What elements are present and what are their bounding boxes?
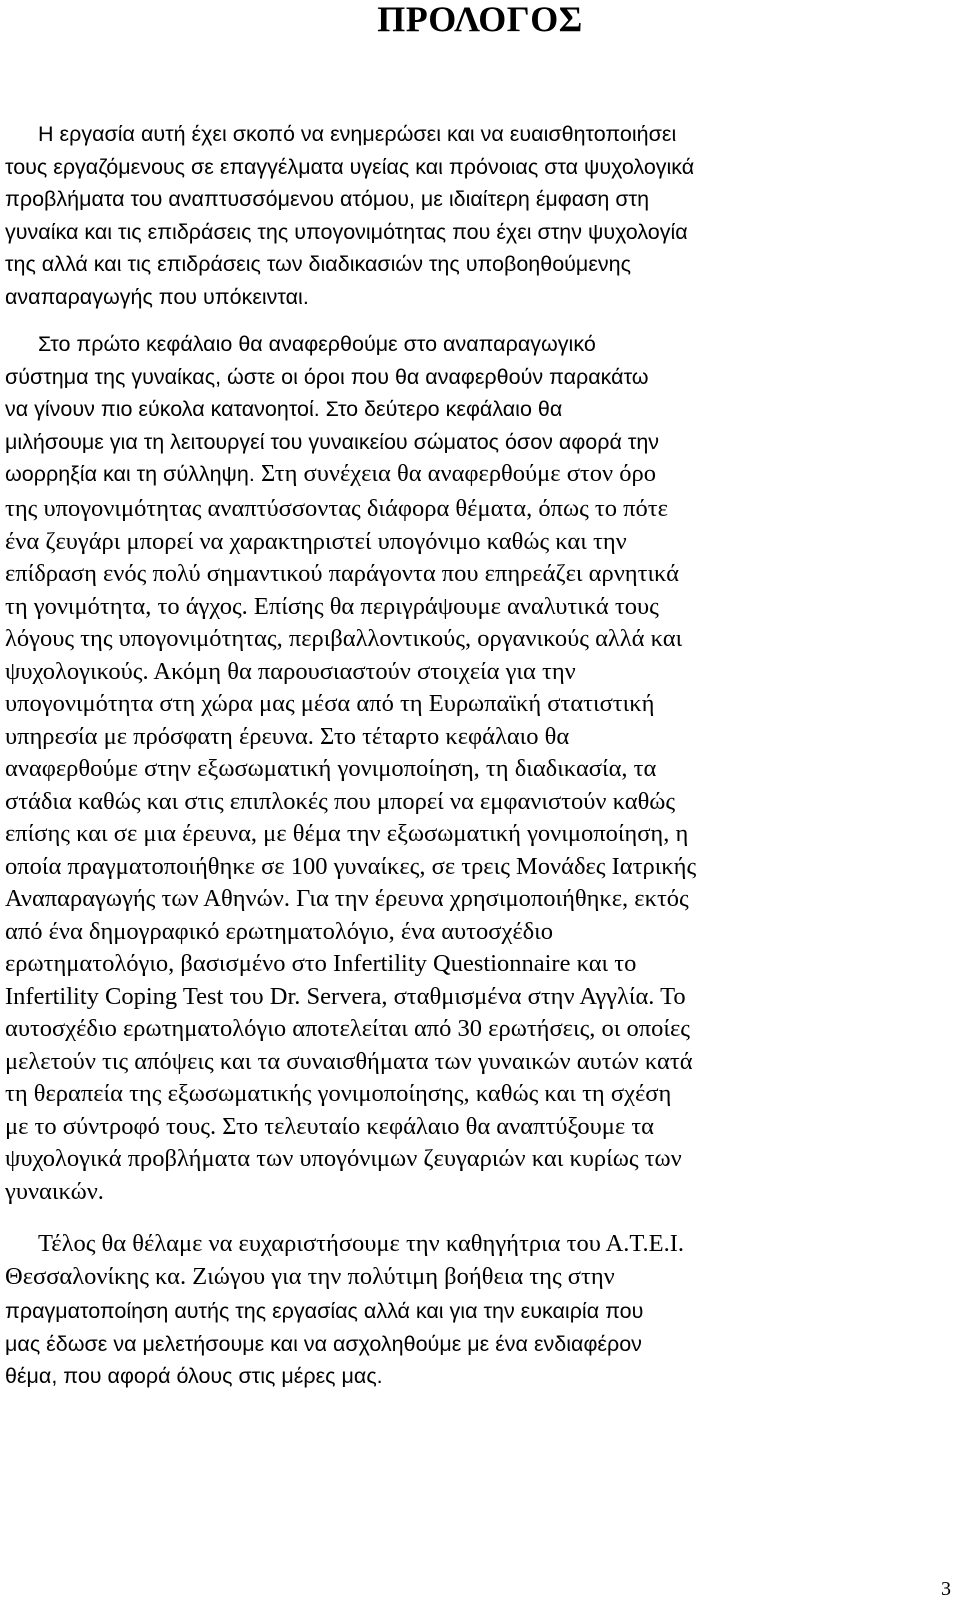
text-line: τους εργαζόμενους σε επαγγέλματα υγείας και πρόνοιας στα ψυχολογικά — [5, 154, 695, 179]
text-line: από ένα δημογραφικό ερωτηματολόγιο, ένα αυτοσχέδιο — [5, 917, 554, 945]
text-line: γυναικών. — [5, 1177, 104, 1205]
text-line-mixed — [5, 458, 845, 491]
text-line: ψυχολογικούς. Ακόμη θα παρουσιαστούν στοιχεία για την — [5, 657, 576, 685]
text-line: σύστημα της γυναίκας, ώστε οι όροι που θα αναφερθούν παρακάτω — [5, 364, 649, 389]
page-title: ΠΡΟΛΟΓΟΣ — [377, 0, 583, 39]
paragraph-intro — [5, 118, 845, 313]
text-line: γυναίκα και τις επιδράσεις της υπογονιμότητας που έχει στην ψυχολογία — [5, 219, 688, 244]
text-line: υπογονιμότητα στη χώρα μας μέσα από τη Ευρωπαϊκή στατιστική — [5, 690, 655, 717]
text-line: θέμα, που αφορά όλους στις μέρες μας. — [5, 1364, 383, 1388]
text-line: Τέλος θα θέλαμε να ευχαριστήσουμε την καθηγήτρια του Α.Τ.Ε.Ι. — [38, 1230, 685, 1257]
text-line: ένα ζευγάρι μπορεί να χαρακτηριστεί υπογόνιμο καθώς και την — [5, 527, 627, 555]
text-line: με το σύντροφό τους. Στο τελευταίο κεφάλαιο θα αναπτύξουμε τα — [5, 1112, 655, 1140]
text-line: ψυχολογικά προβλήματα των υπογόνιμων ζευγαριών και κυρίως των — [5, 1145, 682, 1172]
paragraph-acknowledgements-continued — [5, 1295, 845, 1393]
text-line: της υπογονιμότητας αναπτύσσοντας διάφορα θέματα, όπως το πότε — [5, 495, 668, 522]
text-line: αναπαραγωγής που υπόκεινται. — [5, 284, 309, 309]
text-line: μιλήσουμε για τη λειτουργεί του γυναικείου σώματος όσον αφορά την — [5, 429, 660, 454]
text-line: να γίνουν πιο εύκολα κατανοητοί. Στο δεύτερο κεφάλαιο θα — [5, 397, 563, 421]
text-line: υπηρεσία με πρόσφατη έρευνα. Στο τέταρτο κεφάλαιο θα — [5, 722, 570, 750]
text-line: αναφερθούμε στην εξωσωματική γονιμοποίηση, τη διαδικασία, τα — [5, 755, 657, 782]
text-line: λόγους της υπογονιμότητας, περιβαλλοντικούς, οργανικούς αλλά και — [5, 625, 683, 652]
paragraph-chapters — [5, 328, 845, 491]
text-segment: ωορρηξία και τη σύλληψη. — [5, 462, 255, 486]
text-line: Στο πρώτο κεφάλαιο θα αναφερθούμε στο αναπαραγωγικό — [38, 332, 596, 356]
paragraph-chapters-continued — [5, 493, 845, 1208]
text-line: Infertility Coping Test του Dr. Servera, σταθμισμένα στην Αγγλία. Το — [5, 982, 686, 1010]
text-line: Θεσσαλονίκης κα. Ζιώγου για την πολύτιμη βοήθεια της στην — [5, 1262, 615, 1290]
text-line: στάδια καθώς και στις επιπλοκές που μπορεί να εμφανιστούν καθώς — [5, 787, 676, 815]
text-line: μελετούν τις απόψεις και τα συναισθήματα των γυναικών αυτών κατά — [5, 1047, 693, 1075]
text-line: προβλήματα του αναπτυσσόμενου ατόμου, με ιδιαίτερη έμφαση στη — [5, 187, 650, 211]
text-line: επίδραση ενός πολύ σημαντικού παράγοντα που επηρεάζει αρνητικά — [5, 560, 680, 587]
text-line: οποία πραγματοποιήθηκε σε 100 γυναίκες, σε τρεις Μονάδες Ιατρικής — [5, 852, 697, 880]
text-segment: Στη συνέχεια θα αναφερθούμε στον όρο — [254, 460, 656, 487]
text-line: Αναπαραγωγής των Αθηνών. Για την έρευνα χρησιμοποιήθηκε, εκτός — [5, 885, 689, 912]
text-line: πραγματοποίηση αυτής της εργασίας αλλά και για την ευκαιρία που — [5, 1299, 644, 1323]
text-line: τη γονιμότητα, το άγχος. Επίσης θα περιγράψουμε αναλυτικά τους — [5, 592, 659, 620]
text-line: Η εργασία αυτή έχει σκοπό να ενημερώσει και να ευαισθητοποιήσει — [38, 122, 677, 146]
text-line: ερωτηματολόγιο, βασισμένο στο Infertility Questionnaire και το — [5, 950, 637, 977]
text-line: επίσης και σε μια έρευνα, με θέμα την εξωσωματική γονιμοποίηση, η — [5, 820, 689, 847]
text-line: μας έδωσε να μελετήσουμε και να ασχοληθούμε με ένα ενδιαφέρον — [5, 1331, 642, 1356]
text-line: αυτοσχέδιο ερωτηματολόγιο αποτελείται από 30 ερωτήσεις, οι οποίες — [5, 1015, 690, 1042]
text-line: τη θεραπεία της εξωσωματικής γονιμοποίησης, καθώς και τη σχέση — [5, 1080, 672, 1107]
page-number: 3 — [941, 1578, 951, 1600]
paragraph-acknowledgements — [5, 1228, 845, 1293]
text-line: της αλλά και τις επιδράσεις των διαδικασιών της υποβοηθούμενης — [5, 252, 631, 276]
